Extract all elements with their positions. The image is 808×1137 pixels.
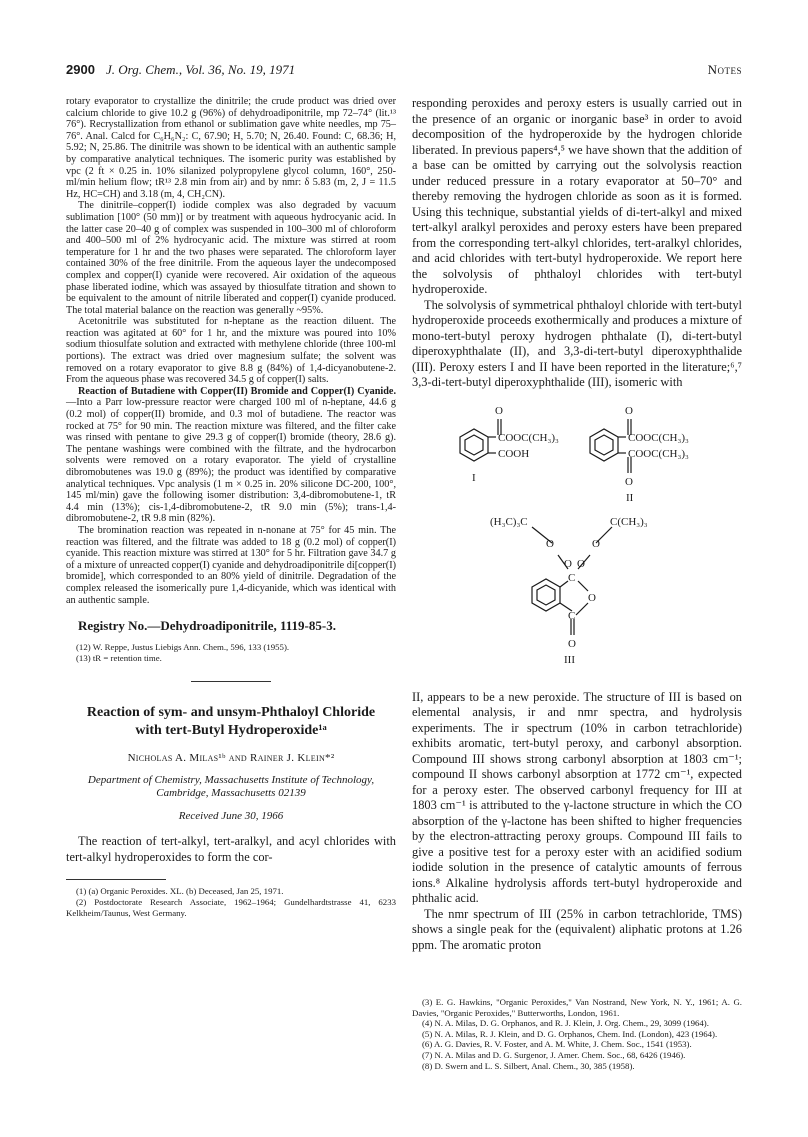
structure-atom: O <box>588 591 596 604</box>
section-divider <box>191 681 271 682</box>
footnote: (6) A. G. Davies, R. V. Foster, and A. M. White, J. Chem. Soc., 1541 (1953). <box>422 1039 692 1050</box>
paragraph: The bromination reaction was repeated in n-nonane at 75° for 45 min. The reaction was filtered, and the filtrate was added to 18 g (0.2 mol) of copper(I) cyanide. This reaction mixture was stirred at 130° for 5 hr. Filtration gave 34.7 g of a mixture of unreacted copper(I) cyanide and dehydroadiponitrile di[copper(I) bromide], which corresponded to an 80% yield of dinitrile. Degradation of the complex released the isomerically pure 1,4-dicyanide, which was identical with an authentic sample. <box>66 524 396 606</box>
right-footnotes <box>412 997 742 1071</box>
footnote: (5) N. A. Milas, R. J. Klein, and D. G. Orphanos, Chem. Ind. (London), 423 (1964). <box>422 1028 718 1039</box>
paragraph: Acetonitrile was substituted for n-heptane as the reaction diluent. The reaction was agitated at 60° for 1 hr, and the mixture was poured into 10% sodium thiosulfate solution and extracted with methylene chloride (three 100-ml portions). The extract was dried over magnesium sulfate; the solvent was removed on a rotary evaporator to give 8.8 g (84%) of 1,4-dicyanobutene-2. From the aqueous phase was recovered 34.5 g of copper(I) salts. <box>66 316 396 386</box>
structure-atom: O <box>625 404 633 417</box>
received-date: Received June 30, 1966 <box>178 810 284 823</box>
structure-figure <box>412 397 742 682</box>
running-header <box>66 62 742 82</box>
page-number: 2900 <box>66 62 95 77</box>
structure-atom: O <box>564 557 572 570</box>
structure-atom: O <box>495 404 503 417</box>
footnote-divider <box>66 879 166 880</box>
structure-atom: C <box>568 571 576 584</box>
structure-atom: O <box>546 537 554 550</box>
structure-group: COOC(CH₃)₃ <box>498 431 559 444</box>
authors: Nicholas A. Milas¹ᵇ and Rainer J. Klein*² <box>127 752 335 765</box>
run-in-heading: Reaction of Butadiene with Copper(II) Bromide and Copper(I) Cyanide. <box>78 385 396 397</box>
paragraph: The reaction of tert-alkyl, tert-aralkyl, and acyl chlorides with tert-alkyl hydroperoxides to form the cor- <box>66 834 396 864</box>
paragraph: responding peroxides and peroxy esters is usually carried out in the presence of an organic or inorganic base³ in order to avoid decomposition of the hydroperoxide by the hydrogen chloride liberated. In previous papers⁴,⁵ we have shown that the addition of a base can be omitted by carrying out the solvolysis reaction under reduced pressure in a rotary evaporator at 50–70° and thereby removing the hydrogen chloride as soon as it is formed. Using this technique, substantial yields of di-tert-alkyl and mixed tert-alkyl aralkyl peroxides and peroxy esters have been prepared from the corresponding tert-alkyl chlorides, tert-aralkyl chlorides, and acid chlorides with tert-butyl hydroperoxide. We report here the solvolysis of phthaloyl chlorides with tert-butyl hydroperoxide. <box>412 96 742 296</box>
footnote: (1) (a) Organic Peroxides. XL. (b) Deceased, Jan 25, 1971. <box>76 886 284 897</box>
structure-group: C(CH₃)₃ <box>610 515 648 528</box>
benzene-ring-ii <box>590 429 618 461</box>
paragraph <box>66 386 396 525</box>
structure-label: II <box>626 491 634 504</box>
benzene-inner-ring-i <box>465 435 483 455</box>
affiliation-line: Cambridge, Massachusetts 02139 <box>156 787 306 800</box>
paragraph: rotary evaporator to crystallize the dinitrile; the crude product was dried over calcium chloride to give 10.2 g (96%) of dehydroadiponitrile, mp 72–74° (lit.¹³ 76°). Recrystallization from ethanol or sublimation gave white needles, mp 75–76°. Anal. Calcd for C₆H₆N₂: C, 67.90; H, 5.70; N, 26.40. Found: C, 68.36; H, 5.92; N, 25.86. The dinitrile was shown to be identical with an authentic sample by comparative analytical techniques. The isomeric purity was established by vpc (2 ft × 0.25 in. 10% silanized polypropylene glycol column, 160°, 250-ml/min helium flow; tR¹³ 2.8 min from air) and by nmr: δ 5.83 (m, 2, J = 11.5 Hz, HC=CH) and 3.18 (m, 4, CH₂CN). <box>66 96 396 200</box>
reference: (12) W. Reppe, Justus Liebigs Ann. Chem., 596, 133 (1955). <box>76 642 290 653</box>
affiliation-line: Department of Chemistry, Massachusetts Institute of Technology, <box>87 774 375 787</box>
left-column <box>66 96 396 918</box>
structure-group: COOH <box>498 447 530 460</box>
benzene-ring-iii <box>532 579 560 611</box>
structure-label: III <box>564 653 575 666</box>
footnote: (4) N. A. Milas, D. G. Orphanos, and R. J. Klein, J. Org. Chem., 29, 3099 (1964). <box>422 1018 709 1029</box>
registry-number: Registry No.—Dehydroadiponitrile, 1119-85-3. <box>78 618 336 634</box>
footnote: (3) E. G. Hawkins, "Organic Peroxides," Van Nostrand, New York, N. Y., 1961; A. G. Davies, "Organic Peroxides," Butterworths, London, 1961. <box>412 997 742 1018</box>
structure-atom: O <box>625 475 633 488</box>
footnote: (8) D. Swern and L. S. Silbert, Anal. Chem., 30, 385 (1958). <box>422 1060 635 1071</box>
footnote: (7) N. A. Milas and D. G. Surgenor, J. Amer. Chem. Soc., 68, 6426 (1946). <box>422 1049 686 1060</box>
benzene-inner-ring-ii <box>595 435 613 455</box>
right-column <box>412 96 742 953</box>
paragraph: II, appears to be a new peroxide. The structure of III is based on elemental analysis, ir and nmr spectra, and hydrolysis experiments. The ir spectrum (10% in carbon tetrachloride) exhibits aromatic, tert-butyl peroxy, and carbonyl absorption. Compound III shows strong carbonyl absorption at 1803 cm⁻¹; compound II shows carbonyl absorption at 1772 cm⁻¹, expected for a peroxy ester. The observed carbonyl frequency for III at 1803 cm⁻¹ is attributed to the γ-lactone structure in which the CO absorption of the γ-lactone has been shifted to higher frequencies by the electron-attracting peroxy groups. Compound III fails to give a positive test for a peroxy ester with an acidified sodium iodide solution in the presence of catalytic amounts of ferrous ions.⁸ Alkaline hydrolysis affords tert-butyl hydroperoxide and phthalic acid. <box>412 689 742 905</box>
paragraph: The dinitrile–copper(I) iodide complex was also degraded by vacuum sublimation [100° (50 mm)] or by treatment with aqueous hydrocyanic acid. In the latter case 20–40 g of complex was suspended in 100–300 ml of chloroform and 400–500 ml of 2% hydrocyanic acid. The mixture was stirred at room temperature for 1 hr and the two phases were separated. The chloroform layer contained 30% of the free dinitrile. From the aqueous layer the undecomposed complex and copper(I) cyanide were recovered. Air oxidation of the aqueous phase liberated iodine, which was assayed by thiosulfate titration and shown to be equivalent to the amount of nitrile liberated and copper(I) cyanide produced. The total material balance on the reaction was generally ~95%. <box>66 200 396 316</box>
structure-group: COOC(CH₃)₃ <box>628 431 689 444</box>
structure-atom: C <box>568 609 576 622</box>
reference: (13) tR = retention time. <box>76 652 162 663</box>
paragraph: The solvolysis of symmetrical phthaloyl chloride with tert-butyl hydroperoxide proceeds exothermically and produces a mixture of mono-tert-butyl peroxy hydrogen phthalate (I), di-tert-butyl diperoxyphthalate (II), and 3,3-di-tert-butyl diperoxyphthalide (III). Peroxy esters I and II have been reported in the literature;⁶,⁷ 3,3-di-tert-butyl diperoxyphthalide (III), isomeric with <box>412 297 742 389</box>
structure-label: I <box>472 471 476 484</box>
footnote: (2) Postdoctorate Research Associate, 1962–1964; Gundelhardtstrasse 41, 6233 Kelkheim/Taunus, West Germany. <box>66 896 396 918</box>
section-name: Notes <box>707 62 742 77</box>
structure-atom: O <box>577 557 585 570</box>
benzene-ring-i <box>460 429 488 461</box>
structure-group: (H₃C)₃C <box>490 515 528 528</box>
structure-atom: O <box>568 637 576 650</box>
structure-group: COOC(CH₃)₃ <box>628 447 689 460</box>
journal-citation: J. Org. Chem., Vol. 36, No. 19, 1971 <box>106 62 296 77</box>
title-line: with tert-Butyl Hydroperoxide¹ᵃ <box>135 723 327 739</box>
paragraph: The nmr spectrum of III (25% in carbon tetrachloride, TMS) shows a single peak for the (equivalent) aliphatic protons at 1.26 ppm. The aromatic proton <box>412 906 742 952</box>
paragraph-text: —Into a Parr low-pressure reactor were charged 100 ml of n-heptane, 44.6 g (0.2 mol) of copper(II) bromide, and 0.3 mol of butadiene. The reactor was rocked at 75° for 90 min. The reaction mixture was filtered, and the filter cake was rinsed with pentane to give 29.3 g of copper(I) bromide (theory, 28.6 g). The pentane washings were combined with the filtrate, and the hydrocarbon solvents were removed on a rotary evaporator. The yield of crystalline dibromobutenes was 19.0 g (89%); the product was identified by comparative analytical techniques. Vpc analysis (1 m × 0.25 in. 20% silicone DC-200, 100°, 145 ml/min) gave the following isomer distribution: 3,4-dibromobutene-1, tR 4.4 min (13%); cis-1,4-dibromobutene-2, tR 9.0 min (5%); trans-1,4-dibromobutene-2, tR 9.8 min (82%). <box>66 397 396 525</box>
title-line: Reaction of sym- and unsym-Phthaloyl Chloride <box>86 705 376 721</box>
benzene-inner-ring-iii <box>537 585 555 605</box>
article-title <box>66 704 396 740</box>
structure-atom: O <box>592 537 600 550</box>
affiliation <box>66 774 396 800</box>
chemical-structures <box>412 397 742 682</box>
